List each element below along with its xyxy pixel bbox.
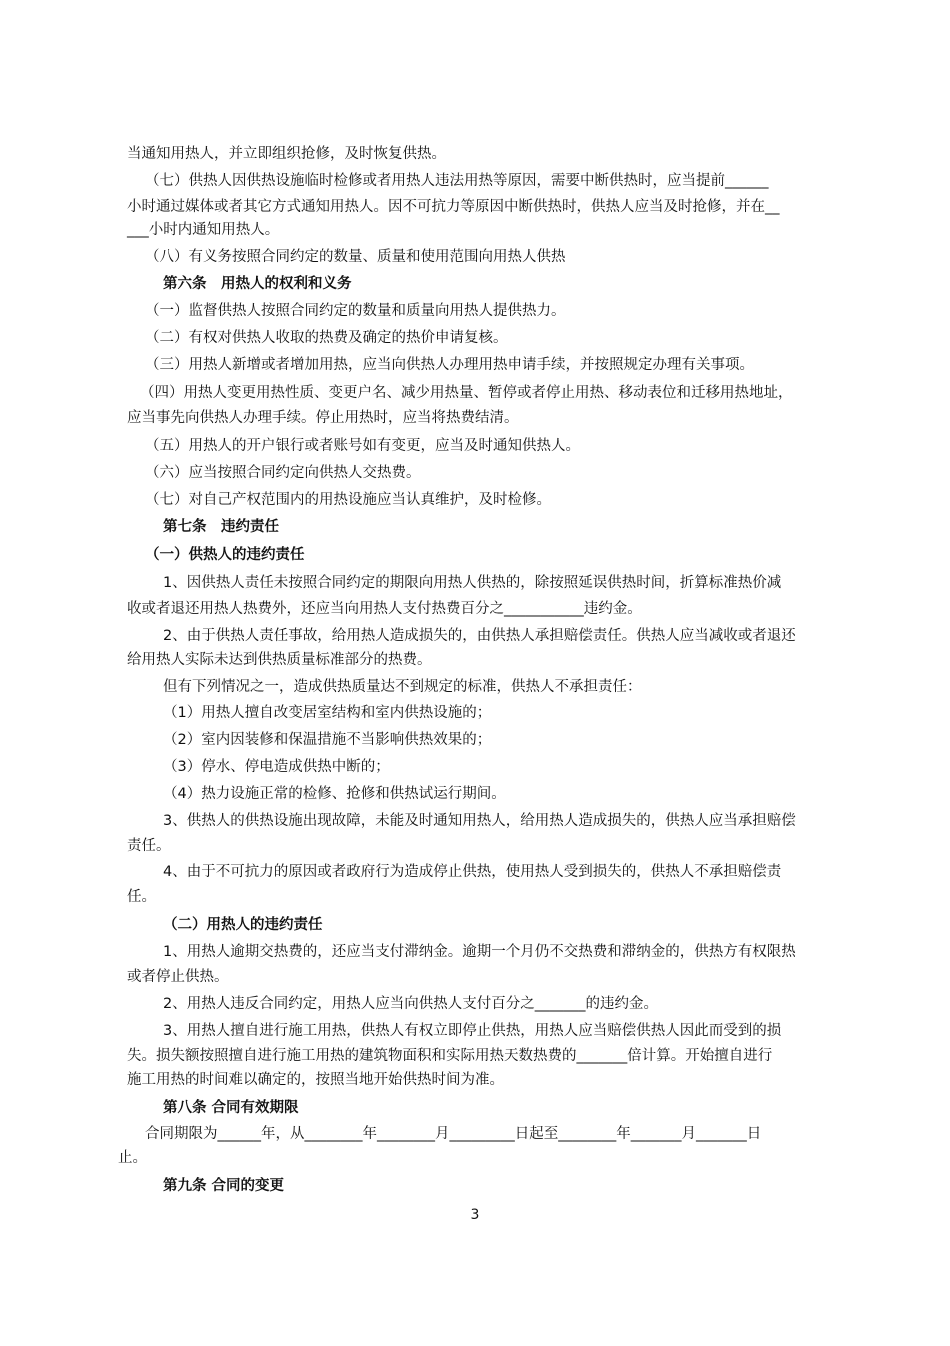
text-line: 合同期限为______年，从________年________月_________日起至________年_______月_______日 — [145, 1126, 762, 1142]
text-line: 收或者退还用热人热费外，还应当向用热人支付热费百分之___________违约金。 — [127, 601, 642, 617]
text-line: （4）热力设施正常的检修、抢修和供热试运行期间。 — [163, 786, 506, 802]
text-line: 当通知用热人，并立即组织抢修，及时恢复供热。 — [127, 146, 446, 162]
section-heading: 第六条 用热人的权利和义务 — [163, 276, 352, 292]
text-line: （六）应当按照合同约定向供热人交热费。 — [145, 465, 421, 481]
text-line: （三）用热人新增或者增加用热，应当向供热人办理用热申请手续，并按照规定办理有关事项。 — [145, 357, 754, 373]
text-line: 施工用热的时间难以确定的，按照当地开始供热时间为准。 — [127, 1072, 504, 1088]
section-heading: 第八条 合同有效期限 — [163, 1100, 299, 1116]
text-line: 应当事先向供热人办理手续。停止用热时，应当将热费结清。 — [127, 410, 519, 426]
page-number: 3 — [470, 1207, 480, 1223]
text-line: （3）停水、停电造成供热中断的； — [163, 759, 390, 775]
text-line: 3、供热人的供热设施出现故障，未能及时通知用热人，给用热人造成损失的，供热人应当承担赔偿 — [163, 813, 796, 829]
text-line: （二）有权对供热人收取的热费及确定的热价申请复核。 — [145, 330, 508, 346]
text-line: （1）用热人擅自改变居室结构和室内供热设施的； — [163, 705, 492, 721]
text-line: 失。损失额按照擅自进行施工用热的建筑物面积和实际用热天数热费的_______倍计算。开始擅自进行 — [127, 1048, 773, 1064]
text-line: 4、由于不可抗力的原因或者政府行为造成停止供热，使用热人受到损失的，供热人不承担赔偿责 — [163, 864, 782, 880]
text-line: （八）有义务按照合同约定的数量、质量和使用范围向用热人供热 — [145, 249, 566, 265]
section-heading: 第九条 合同的变更 — [163, 1178, 285, 1194]
text-line: （七）供热人因供热设施临时检修或者用热人违法用热等原因，需要中断供热时，应当提前______ — [145, 173, 769, 189]
text-line: 责任。 — [127, 838, 171, 854]
text-line: 任。 — [127, 889, 156, 905]
subsection-heading: （一）供热人的违约责任 — [145, 547, 305, 563]
text-line: 给用热人实际未达到供热质量标准部分的热费。 — [127, 652, 432, 668]
text-line: 止。 — [118, 1150, 147, 1166]
text-line: （一）监督供热人按照合同约定的数量和质量向用热人提供热力。 — [145, 303, 566, 319]
subsection-heading: （二）用热人的违约责任 — [163, 917, 323, 933]
text-line: （2）室内因装修和保温措施不当影响供热效果的； — [163, 732, 492, 748]
text-line: 2、用热人违反合同约定，用热人应当向供热人支付百分之_______的违约金。 — [163, 996, 658, 1012]
text-line: 或者停止供热。 — [127, 969, 229, 985]
text-line: （四）用热人变更用热性质、变更户名、减少用热量、暂停或者停止用热、移动表位和迁移用热地址， — [140, 385, 793, 401]
text-line: 3、用热人擅自进行施工用热，供热人有权立即停止供热，用热人应当赔偿供热人因此而受到的损 — [163, 1023, 782, 1039]
text-line: 1、用热人逾期交热费的，还应当支付滞纳金。逾期一个月仍不交热费和滞纳金的，供热方有权限热 — [163, 944, 796, 960]
section-heading: 第七条 违约责任 — [163, 519, 279, 535]
text-line: （七）对自己产权范围内的用热设施应当认真维护，及时检修。 — [145, 492, 551, 508]
text-line: 小时通过媒体或者其它方式通知用热人。因不可抗力等原因中断供热时，供热人应当及时抢修，并在__ — [127, 199, 780, 215]
text-line: 1、因供热人责任未按照合同约定的期限向用热人供热的，除按照延误供热时间，折算标准热价减 — [163, 575, 782, 591]
text-line: 2、由于供热人责任事故，给用热人造成损失的，由供热人承担赔偿责任。供热人应当减收或者退还 — [163, 628, 796, 644]
text-line: 但有下列情况之一，造成供热质量达不到规定的标准，供热人不承担责任： — [163, 679, 642, 695]
text-line: （五）用热人的开户银行或者账号如有变更，应当及时通知供热人。 — [145, 438, 580, 454]
text-line: ___小时内通知用热人。 — [127, 222, 280, 238]
